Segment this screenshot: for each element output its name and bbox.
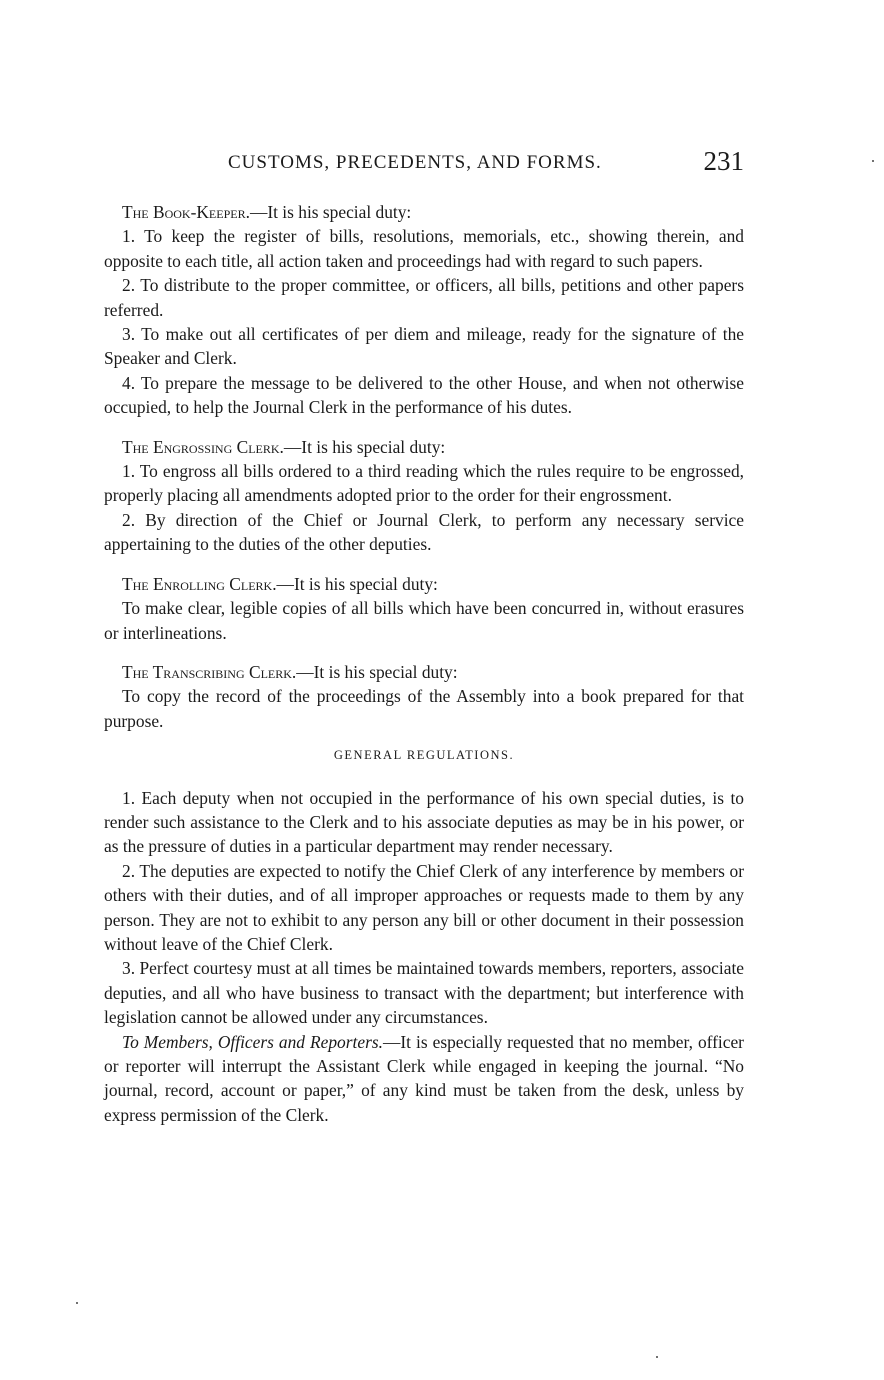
paragraph: 1. Each deputy when not occupied in the performance of his own special duties, is to render such assistance to the Clerk and to his associate deputies as may be in his power, or as the pressure of duties in a particular department may render necessary. — [104, 787, 744, 857]
paragraph: 3. To make out all certificates of per diem and mileage, ready for the signature of the Speaker and Clerk. — [104, 324, 744, 369]
section-lead: —It is his special duty: — [283, 436, 446, 457]
section-lead: —It is his special duty: — [249, 202, 412, 222]
section-general-regulations — [104, 743, 744, 1127]
regulations-heading: GENERAL REGULATIONS. — [333, 748, 515, 763]
section-heading — [104, 435, 744, 459]
section-title: The Engrossing Clerk. — [122, 436, 284, 457]
paragraph: To make clear, legible copies of all bills which have been concurred in, without erasures or interlineations. — [104, 598, 744, 643]
scan-speck — [872, 160, 874, 162]
section-heading — [104, 660, 744, 684]
paragraph: 1. To keep the register of bills, resolutions, memorials, etc., showing therein, and opposite to each title, all action taken and proceedings had with regard to such papers. — [104, 226, 744, 271]
closing-text: —It is especially requested that no member, officer or reporter will interrupt the Assistant Clerk while engaged in keeping the journal. “No journal, record, account or paper,” of any kind must be taken from the desk, unless by express permission of the Clerk. — [104, 1031, 744, 1125]
section-lead: —It is his special duty: — [296, 661, 458, 682]
paragraph: 2. To distribute to the proper committee, or officers, all bills, petitions and other papers referred. — [104, 275, 744, 320]
section-transcribing-clerk — [104, 660, 744, 733]
paragraph: 2. The deputies are expected to notify the Chief Clerk of any interference by members or others with their duties, and of all improper approaches or requests made to them by any person. They are not to exhibit to any person any bill or other document in their possession without leave of the Chief Clerk. — [104, 860, 744, 954]
paragraph: 3. Perfect courtesy must at all times be maintained towards members, reporters, associate deputies, and all who have business to transact with the department; but interference with legislation cannot be allowed under any circumstances. — [104, 958, 744, 1028]
paragraph: To copy the record of the proceedings of the Assembly into a book prepared for that purpose. — [104, 686, 744, 731]
running-title: CUSTOMS, PRECEDENTS, AND FORMS. — [228, 152, 602, 173]
paragraph: 1. To engross all bills ordered to a third reading which the rules require to be engrossed, properly placing all amendments adopted prior to the order for their engrossment. — [104, 461, 744, 506]
section-heading — [104, 200, 744, 224]
section-enrolling-clerk — [104, 572, 744, 645]
section-title: The Transcribing Clerk. — [122, 661, 297, 682]
paragraph-closing — [104, 1030, 744, 1128]
page-number: 231 — [703, 146, 744, 176]
page-header — [104, 146, 744, 182]
closing-title: To Members, Officers and Reporters. — [122, 1031, 383, 1052]
body-text — [104, 200, 744, 1142]
section-lead: —It is his special duty: — [276, 573, 438, 594]
paragraph: 2. By direction of the Chief or Journal Clerk, to perform any necessary service appertaining to the duties of the other deputies. — [104, 509, 744, 555]
section-heading — [104, 572, 744, 596]
paragraph: 4. To prepare the message to be delivered to the other House, and when not otherwise occupied, to help the Journal Clerk in the performance of his dutes. — [104, 372, 744, 418]
section-book-keeper — [104, 200, 744, 420]
section-engrossing-clerk — [104, 435, 744, 557]
scan-speck — [656, 1356, 658, 1358]
section-title: The Enrolling Clerk. — [122, 573, 277, 594]
scan-speck — [76, 1302, 78, 1304]
section-title: The Book-Keeper. — [122, 202, 250, 222]
